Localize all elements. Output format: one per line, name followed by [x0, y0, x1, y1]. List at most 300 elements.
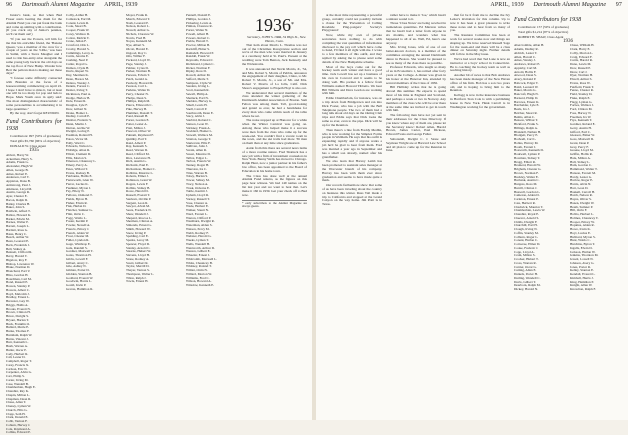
contributor-name: Cutler, Royal G. [66, 61, 88, 66]
left-col1-names [6, 154, 62, 435]
contributor-name: Fairfield, Frank T. [570, 84, 595, 89]
contributor-name: Spencer, Floyd D. [126, 241, 150, 246]
contributor-name: Sanders, Irving L. [186, 84, 210, 89]
contributor-name: Belcher, Stuart R. [514, 110, 538, 115]
contributor-name: Fuller, Lyndon R. [66, 238, 90, 242]
contributor-name: Thayer, Vernon S. [126, 268, 150, 272]
contributor-name: Tobey, Harlan S. [186, 174, 209, 179]
left-fund-total: Total gifts $5,760 (96% of objective) [10, 139, 61, 144]
right-fund-title: Fund Contributors for 1938 [514, 17, 582, 23]
contributor-name: Chapman, Dean R. [6, 396, 32, 401]
contributor-name: Packard, Lloyd W. [126, 58, 151, 62]
contributor-name: Porter, Gordon E. [126, 118, 150, 122]
contributor-name: Porter, Walter N. [186, 28, 209, 32]
contributor-name: Carey, Francis X. [6, 362, 30, 367]
contributor-name: Swain, Allen R. [186, 148, 207, 152]
contributor-name: Bancroft, Hugh N. [514, 92, 539, 97]
contributor-name: Hanson, Everett M. [570, 170, 596, 175]
contributor-name: Small, Lewis H. [186, 103, 208, 107]
contributor-name: Spalding, Carl E. [126, 234, 149, 239]
paragraph: Those 'Class Notes' are being received in tremendous quantities. Ed Marston writes that he hasn't had a letter from anyone in six months, and wonders what has happened to all of us. Well, Ed, here's one anyway. [386, 21, 446, 45]
paragraph: The Reunion Committee has been at work for several weeks now and things are shaping up. We have reserved Russell Sage for the week-end and there will be a class dinner on Saturday night. Further details will follow in the May issue. [450, 33, 510, 57]
contributor-name: Carlson, Eric N. [6, 366, 28, 371]
contributor-name: Stacy, Alvin J. [186, 114, 206, 119]
contributor-name: Nye, Albert S. [126, 43, 145, 47]
contributor-name: Foster, Kermit P. [66, 219, 89, 224]
contributor-name: Gibbs, Lowell F. [66, 256, 89, 261]
contributor-name: Talbot, Edgar L. [186, 155, 208, 160]
contributor-name: Hopkins, Alden R. [570, 223, 595, 228]
paragraph: The noise stopped up at Hanover for a while when the Winter Carnival was going on. Among those who helped make it a success were men from the class who came up for the week-end. You couldn't find a vacant room in the town, and the ski trails had more '36 men on them than at any time since graduation. [242, 118, 307, 146]
contributor-name: King, Hamilton P. [570, 279, 594, 284]
contributor-name: Bowen, Stanley P. [6, 284, 30, 289]
contributor-name: Fowler, Newell A. [66, 223, 91, 227]
contributor-name: Cummings, Leroy A. [66, 50, 94, 55]
contributor-name: Shaw, Wendell J. [126, 211, 149, 216]
contributor-name: Currier, Oscar G. [514, 264, 537, 269]
contributor-name: Ames, Wesley J. [514, 58, 536, 63]
contributor-name: Cole, Raymond A. [6, 426, 31, 431]
contributor-name: Crosby, Harold S. [66, 46, 90, 51]
contributor-name: Moyer, Frank R. [126, 13, 148, 17]
contributor-name: Alexander, Hugh W. [6, 164, 33, 169]
contributor-name: Gile, Ashley N. [66, 264, 87, 269]
paragraph: Saltonstall, Dwight C. J. Stone and Seymour Wright are at Harvard Law School and all plan to come up for the Reunion in June. [386, 136, 446, 153]
contributor-name: Cooper, Frank W. [66, 28, 90, 32]
contributor-name: Buckley, Walter E. [514, 174, 539, 179]
contributor-name: Blodgett, Percy E. [514, 133, 539, 138]
contributor-name: Wheeler, Ernest J. [186, 253, 211, 257]
contributor-name: Hall, Sidney L. [570, 159, 591, 164]
contributor-name: Brainerd, Harold W. [514, 163, 541, 168]
contributor-name: Cameron, Alden D. [514, 193, 540, 198]
contributor-name: Parsons, Edwin T. [126, 73, 150, 77]
left-col1-text [6, 14, 62, 116]
contributor-name: Elliott, Clement D. [66, 151, 92, 156]
right-year-heading: 1936 [563, 38, 573, 44]
contributor-name: Clough, Irving N. [514, 227, 538, 232]
contributor-name: Eldridge, Alton R. [66, 148, 91, 152]
contributor-name: Stone, Rodney A. [126, 256, 150, 261]
contributor-name: Simonds, Ernest G. [126, 223, 152, 227]
contributor-name: Chandler, Ray K. [6, 389, 29, 394]
contributor-name: Fellows, Osmond T. [66, 193, 93, 197]
contributor-name: Benson, Wilbur T. [514, 118, 539, 123]
contributor-name: Church, Ellis G. [6, 407, 28, 412]
contributor-name: Beals, Ira J. [514, 107, 530, 112]
paragraph: rather have to make it 'Joe,' which hasn't a sinister sound to it. [386, 13, 446, 21]
contributor-name: Goodwin, Harris L. [66, 279, 92, 284]
contributor-name: Nash, Leonard P. [126, 20, 149, 25]
contributor-name: Hart, Leon D. [570, 185, 589, 190]
contributor-name: Tuttle, Kermit J. [186, 189, 208, 194]
left-fund-agent: DONALD W. Class Agent [10, 143, 46, 148]
contributor-name: Farrar, Lucius K. [66, 181, 89, 186]
paragraph: We also learn that Harvey Lamb has been promoted to assistant sales manager at the Worcester branch of his company. Harvey has been with them ever since graduation and seems to have made quite a mark. [322, 159, 382, 183]
contributor-name: Olcott, Harold E. [126, 46, 149, 51]
contributor-name: Gage, Winthrop E. [66, 241, 91, 246]
left-page-number: 96 [6, 2, 13, 8]
contributor-name: Stowell, Wallace M. [186, 133, 213, 137]
contributor-name: Bates, Henry C. [6, 231, 28, 236]
contributor-name: Forbes, Wallace J. [570, 103, 595, 108]
paragraph: Eddie Chamberlain, for instance, was on a trip down from Bridgetown and ran into Dick Foster, who has a job with the Bell Telephone people. The two of them had a long talk about old days on the Outing Club trips and Eddie says that Dick looks the same as ever, even to the pipe. Dick will be up for the Reunion. [322, 96, 382, 128]
right-col5-names [570, 44, 622, 292]
left-running-head: Dartmouth Alumni Magazine [21, 2, 95, 8]
contributor-name: Whitcomb, Maxwell L. [186, 256, 217, 261]
contributor-name: Conant, Harlan C. [514, 238, 538, 243]
paragraph: It was announced that Nevin Morris, Jr., '34, and Mrs. Robert S. Morris of Pebble, announce the engagement of their daughter, Claire, to Mr. Robert V. Morris, Jr., a son of Mr. and Mrs. Robert V. Morris of La Jolla, Calif. Dick Shore's engagement to Elspeth Hoyt is also out. [242, 66, 307, 90]
contributor-name: Bruce, Dwight S. [6, 314, 29, 319]
contributor-name: Holmes, Chauncey T. [570, 215, 599, 220]
contributor-name: Edwards, Nelson G. [66, 144, 93, 149]
contributor-name: Dutton, Archie W. [66, 125, 90, 130]
contributor-name: Pike, Harvey B. [126, 106, 148, 111]
paragraph: that far be it from me to decline the Ivy Letter's invitation for this column. Up to now it has been a great pleasure to write these notes and to hear from so many of you. [450, 13, 510, 33]
contributor-name: Ramsdell, Howard P. [186, 50, 214, 55]
contributor-name: Flagg, Lyman G. [570, 99, 593, 104]
paragraph: Junior's bank, so that when Bud Fraser starts beating the drum for the Alumni Fund you can put freak the bank and come up smiling with a contribution. (If you crack any of Junior's pennies, we'll cut them out!) [6, 13, 62, 37]
contributor-name: Field, Stanley D. [570, 92, 593, 97]
contributor-name: Osgood, Roy C. [126, 50, 148, 55]
contributor-name: Hill, Orrin F. [570, 208, 588, 213]
contributor-name: Webb, Rodney F. [186, 230, 209, 235]
contributor-name: Greene, Lloyd M. [570, 148, 594, 153]
paragraph: at the most time representing a powerful group, certainly could not possibly include a clause for the 'Prevention of Calling Roadside Ping-pongers' Society's Playground.' [322, 13, 382, 33]
right-fund-agent: ROBERT H. SHAW, Class Agent [518, 34, 564, 39]
contributor-name: Kelley, Stanton E. [570, 268, 594, 273]
contributor-name: Baird, Leonard W. [514, 84, 539, 89]
contributor-name: Scott, Kenneth R. [186, 88, 210, 92]
contributor-name: White, Chauncey B. [186, 260, 213, 265]
contributor-name: Varney, Russell T. [186, 196, 210, 201]
contributor-name: Randall, Frank W. [186, 54, 210, 59]
right-col-3 [450, 14, 510, 416]
contributor-name: Sargent, Leon R. [126, 200, 149, 205]
contributor-name: Bradley, Ernest L. [6, 295, 30, 300]
contributor-name: Fields, Byron H. [66, 196, 88, 201]
contributor-name: Burgess, Ross M. [514, 182, 538, 187]
contributor-name: Vose, Chester A. [186, 200, 208, 205]
contributor-name: Wade, Herbert E. [186, 204, 209, 209]
contributor-name: Titus, Warren B. [186, 170, 208, 175]
contributor-name: Clark, Harry E. [570, 47, 591, 52]
contributor-name: Boyd, Malcolm J. [6, 291, 30, 296]
contributor-name: Gerry, Austin H. [570, 125, 592, 130]
contributor-name: Stickney, Frank A. [186, 125, 211, 130]
contributor-name: French, Alden W. [66, 230, 90, 235]
contributor-name: Berry, Harold T. [6, 254, 28, 259]
contributor-name: Barrows, Ernest K. [514, 99, 540, 104]
contributor-name: Winslow, Kenneth E. [186, 283, 215, 287]
contributor-name: Sanborn, Orville P. [126, 196, 152, 201]
contributor-name: Tower, Sidney M. [186, 178, 210, 182]
contributor-name: Emery, Percy A. [66, 163, 88, 167]
contributor-name: Fiske, Ralph E. [570, 95, 591, 100]
contributor-name: Parker, Norman B. [126, 69, 151, 74]
left-footnote: * early subscribers to the Alumni Magazine are always guests. [242, 200, 307, 209]
contributor-name: Peabody, Howard R. [126, 80, 154, 85]
contributor-name: Dunbar, Frederic S. [66, 118, 92, 122]
contributor-name: Sears, Frederick N. [126, 208, 152, 212]
contributor-name: Bullard, Merle E. [6, 325, 30, 330]
contributor-name: Davis, Rupert W. [66, 69, 89, 74]
contributor-name: Stevens, Lloyd H. [126, 253, 150, 257]
left-col5-text [242, 44, 307, 198]
contributor-name: Eddy, Ward C. [66, 140, 86, 145]
contributor-name: Goddard, Everett W. [66, 275, 94, 280]
contributor-name: Graves, Hamilton R. [66, 286, 94, 291]
contributor-name: Dickinson, Paul A. [66, 91, 91, 96]
class-year-heading: 1936* [255, 15, 294, 35]
contributor-name: Watson, Percy M. [186, 226, 210, 231]
right-fund-block [514, 14, 622, 416]
contributor-name: Hammond, Walter T. [570, 167, 598, 172]
contributor-name: Bond, Russell E. [6, 280, 29, 285]
contributor-name: Powers, Robert C. [186, 35, 211, 40]
contributor-name: Jenkins, Thornton M. [570, 253, 599, 258]
contributor-name: Jewett, Lowell N. [570, 257, 594, 262]
contributor-name: Butler, Oscar P. [6, 347, 27, 352]
contributor-name: Faulkner, Myron J. [66, 185, 92, 190]
contributor-name: Sturtevant, Ellis F. [186, 140, 211, 145]
contributor-name: Chase, William H. [570, 43, 595, 48]
contributor-name: Wells, Wendell H. [186, 241, 210, 246]
contributor-name: Cross, Warren R. [514, 260, 537, 265]
right-running-header [490, 2, 622, 12]
contributor-name: Cotton, Melvin T. [66, 35, 90, 40]
contributor-name: Dole, Ernest R. [66, 99, 87, 104]
contributor-name: Sherman, Clinton A. [126, 219, 154, 224]
right-fund-total: Total gifts $1,214 (97% of objective) [518, 29, 569, 34]
contributor-name: Kimball, Harris J. [570, 275, 594, 280]
contributor-name: Griffin, Hollis R. [570, 152, 593, 157]
contributor-name: Burns, Vincent J. [6, 336, 29, 341]
contributor-name: Perry, Chester N. [126, 91, 149, 96]
contributor-name: Cram, Milton S. [514, 253, 536, 258]
contributor-name: Ham, Gordon C. [570, 163, 592, 168]
contributor-name: Chamberlain, Lewis W. [514, 208, 546, 213]
contributor-name: Gifford, Earl C. [570, 129, 591, 134]
contributor-name: Pratt, Milton J. [126, 125, 146, 130]
contributor-name: Beck, Frederick J. [6, 242, 30, 247]
contributor-name: Drake, Homer L. [66, 110, 89, 115]
contributor-name: Dow, Russell P. [570, 65, 591, 70]
contributor-name: Brewster, Guy W. [6, 299, 30, 304]
contributor-name: Ray, Kenneth S. [126, 144, 148, 149]
contributor-name: Southworth, Dean E. [186, 110, 214, 115]
contributor-name: Coburn, Harvey J. [6, 422, 31, 427]
contributor-name: Dwight, Loring P. [66, 129, 90, 134]
contributor-name: Brooks, Everett N. [6, 306, 31, 311]
contributor-name: Bush, Warren A. [6, 344, 28, 349]
contributor-name: Curtis, Jerome E. [66, 54, 89, 59]
contributor-name: Booth, Everett J. [514, 144, 537, 149]
contributor-name: Dow, Gilbert N. [66, 106, 88, 111]
contributor-name: Reed, Clifford M. [126, 151, 150, 156]
contributor-name: Proctor, Milton B. [186, 43, 211, 47]
contributor-name: Collins, Edward P. [6, 430, 31, 435]
left-page [0, 0, 313, 435]
contributor-name: Dana, Lewis M. [570, 62, 592, 67]
contributor-name: Tenney, Roger H. [186, 163, 210, 167]
contributor-name: Patch, Gerald A. [126, 76, 148, 81]
contributor-name: Barnes, Walter P. [6, 220, 29, 225]
contributor-name: Atkinson, Lloyd M. [6, 186, 33, 191]
paragraph: That item about Morris L. Thomas was not out of the Christmas Rotogravure section and we're of the men who were married in January at a ceremony held at St. Paul's. Present at the wedding were Tom Benton, Jack Kennedy and the Wickstroms. [242, 42, 307, 67]
contributor-name: Emerson, Chauncey L. [66, 159, 97, 164]
contributor-name: Coffin, Stanley M. [514, 230, 539, 235]
paragraph: Another bit of news is that Bob Andrews has been made manager of the New Haven office of his firm. Bob has a son two years old, and is hoping to bring him to the Reunion. [450, 73, 510, 93]
right-page-number: 97 [615, 2, 622, 8]
contributor-name: Sampson, Clyde W. [186, 80, 213, 85]
contributor-name: Burbank, Austin C. [514, 178, 540, 183]
contributor-name: Potter, Lester A. [126, 121, 148, 126]
contributor-name: Thurston, Ira C. [186, 166, 208, 171]
contributor-name: Stratton, George T. [186, 136, 212, 141]
contributor-name: Webster, Harold G. [186, 234, 212, 239]
contributor-name: Carleton, Ernest P. [514, 197, 539, 202]
paragraph: Professor Edwards, who taught so many of us in Economics 1, has retired after forty years at the College. A dinner was given in his honor at the Hanover Inn, attended by several members of the Class of 1936. [386, 65, 446, 85]
contributor-name: Hoyt, Lucius E. [570, 230, 591, 235]
contributor-name: Atwood, Dean S. [514, 73, 537, 78]
contributor-name: Armstrong, Paul J. [6, 182, 31, 187]
contributor-name: Allen, Harold C. [514, 54, 536, 59]
contributor-name: Burrill, Clinton J. [514, 185, 538, 190]
right-col4-names [514, 44, 566, 292]
contributor-name: Rowe, Harold D. [126, 189, 149, 194]
contributor-name: Case, Wendell B. [6, 381, 29, 386]
contributor-name: Newell, Arthur G. [126, 28, 150, 32]
contributor-name: Crocker, Hubert T. [514, 257, 539, 262]
contributor-name: Dexter, Irving T. [66, 88, 88, 92]
contributor-name: Dennis, Forrest C. [66, 84, 91, 89]
contributor-name: Fletcher, Sumner G. [66, 208, 93, 212]
contributor-name: Freeman, Ira W. [570, 114, 592, 119]
contributor-name: Dunn, Martin J. [66, 121, 87, 126]
contributor-name: Bell, Sidney A. [6, 246, 27, 251]
contributor-name: Fay, Ellery N. [66, 189, 85, 194]
contributor-name: Crane, Julian F. [66, 39, 87, 44]
contributor-name: Whitney, Roland T. [186, 264, 212, 269]
contributor-name: Prescott, Oliver W. [126, 129, 152, 134]
contributor-name: Sheldon, Harvey G. [186, 99, 213, 104]
contributor-name: Cheney, Lyman W. [6, 404, 32, 409]
contributor-name: Gray, Percy F. [570, 144, 589, 149]
contributor-name: Rogers, Lewis F. [126, 181, 149, 186]
contributor-name: Converse, Elmer D. [514, 242, 541, 247]
contributor-name: Buck, Franklin O. [6, 321, 30, 326]
contributor-name: Perkins, Walter D. [126, 88, 151, 92]
contributor-name: Austin, George R. [6, 190, 30, 195]
contributor-name: Francis, Emory J. [66, 226, 90, 231]
paragraph: Most of the boys come out for the hockey team each winter and have a good time. Jack Lowell has set up a business of his own in Concord and it seems to be doing well. His partner is a fellow from Williams named Howard Tibbetts. We hear Bill Tibbetts and Dave Gordon are working with him. [322, 64, 382, 96]
contributor-name: Shattuck, Earl N. [186, 95, 209, 100]
contributor-name: Hooper, Emory W. [570, 219, 595, 224]
left-col-1 [6, 13, 62, 435]
paragraph: The following men have not yet sent in their addresses for the Class Directory. If you know where any of them are, please let the Secretary know: Robert Allen, Harold Brown, James Carter, Paul Dickson, Edward Evans and George Fuller. [386, 113, 446, 137]
contributor-name: Hardy, Lester G. [570, 174, 592, 179]
contributor-name: Hazen, Dwight W. [570, 200, 595, 205]
contributor-name: Harris, Alvin N. [570, 182, 592, 187]
contributor-name: Clark, Donald E. [6, 415, 29, 420]
contributor-name: Bowers, Albert C. [6, 287, 30, 292]
contributor-name: Blaisdell, Nathan H. [514, 129, 541, 134]
contributor-name: Reynolds, Edward J. [186, 58, 214, 62]
contributor-name: Preble, Harold T. [186, 39, 209, 44]
contributor-name: Tracy, Nelson A. [186, 181, 209, 186]
contributor-name: Appleby, Carl M. [514, 65, 538, 70]
contributor-name: Thompson, Walter L. [126, 271, 155, 276]
contributor-name: Pierce, Ellsworth C. [126, 103, 153, 107]
contributor-name: Copp, Lloyd A. [514, 249, 535, 254]
left-col-4-names [186, 14, 238, 416]
contributor-name: Phelps, Dean S. [126, 95, 147, 100]
contributor-name: Roberts, Elmer J. [126, 174, 149, 179]
contributor-name: Bailey, Charles H. [6, 201, 31, 206]
contributor-name: Ricker, Norman F. [186, 65, 211, 70]
contributor-name: Rackliff, Elmer S. [186, 46, 210, 51]
contributor-name: Briggs, Hollis A. [6, 302, 29, 307]
contributor-name: Cushing, Neal P. [66, 58, 88, 62]
contributor-name: Johnson, Avery G. [570, 260, 595, 265]
contributor-name: Waterman, Alden S. [186, 223, 213, 227]
contributor-name: Foss, Harvey N. [570, 110, 592, 115]
contributor-name: Bliss, Gordon H. [6, 272, 29, 277]
paragraph: By the way, don't forget REUNION. [10, 111, 60, 116]
contributor-name: Goss, Maxwell D. [570, 137, 594, 142]
contributor-name: Tilton, Ralph J. [126, 275, 147, 280]
right-col-1 [322, 14, 382, 416]
contributor-name: Kendall, Everett L. [570, 272, 596, 277]
contributor-name: Cady, Herbert R. [6, 351, 29, 356]
contributor-name: Frye, Kenneth T. [570, 118, 593, 123]
contributor-name: Hayes, Oliver S. [570, 197, 592, 202]
contributor-name: Barnard, Philip D. [514, 95, 539, 100]
paragraph: Bill Halliday writes that he is going abroad this summer. He expects to spend most of his time in England and Scotland, and perhaps a week or two in Norway. Any members of the class who will be over there at the same time are invited to get in touch with him. [386, 85, 446, 113]
contributor-name: Plummer, Donald T. [126, 110, 153, 115]
contributor-name: Colby, Morton L. [570, 50, 594, 55]
contributor-name: Stearns, Hubert W. [126, 249, 151, 254]
contributor-name: Clapp, Seth H. [6, 411, 26, 416]
contributor-name: Rollins, Sidney B. [126, 185, 151, 190]
contributor-name: Allen, George B. [6, 167, 29, 172]
contributor-name: Wilder, Orrin N. [186, 268, 208, 272]
left-running-header [6, 2, 138, 12]
paragraph: Aside from this there are several news items of a more routine nature. Fred Shattuck has a new job with a firm of investment counselors in New York. Benny Wells has moved to Chicago. Ralph Hunt, now a junior partner in his father's law office, has been appointed to the Board of Education in his home town. [242, 145, 307, 173]
contributor-name: Tarbox, Francis W. [186, 159, 212, 164]
contributor-name: Carpenter, Alvin G. [6, 370, 32, 375]
contributor-name: Bacon, Ralph D. [6, 197, 28, 202]
contributor-name: Richards, Paul E. [126, 163, 149, 167]
contributor-name: Chandler, Royal E. [514, 212, 540, 217]
contributor-name: Ingalls, Elwin D. [570, 245, 593, 250]
contributor-name: Carr, Philip S. [6, 374, 25, 379]
left-col-3-names [126, 14, 182, 416]
contributor-name: Cheever, Arnold S. [514, 215, 540, 220]
contributor-name: Pond, Russell H. [126, 114, 149, 119]
paragraph: Then there's a line from Freddy Medlin, who is now working for the Simplex Forms people in Waltham. He says that his outfit is expanding rapidly and if anyone wants a job he'd be glad to hear from them. Fred was married a year ago in September and has a small son already, named after his grandfather. [322, 127, 382, 159]
contributor-name: Snell, Carroll P. [186, 106, 207, 111]
contributor-name: Corey, Wallace D. [66, 31, 90, 36]
left-running-date: APRIL, 1939 [104, 2, 138, 8]
left-col-5 [242, 14, 307, 416]
contributor-name: Trask, Osborne E. [186, 185, 210, 190]
contributor-name: Cate, Herbert R. [514, 200, 536, 205]
contributor-name: Crawford, Otis L. [66, 43, 90, 47]
contributor-name: Quimby, Earl T. [126, 136, 148, 141]
contributor-name: Elwell, Arthur S. [570, 77, 593, 82]
